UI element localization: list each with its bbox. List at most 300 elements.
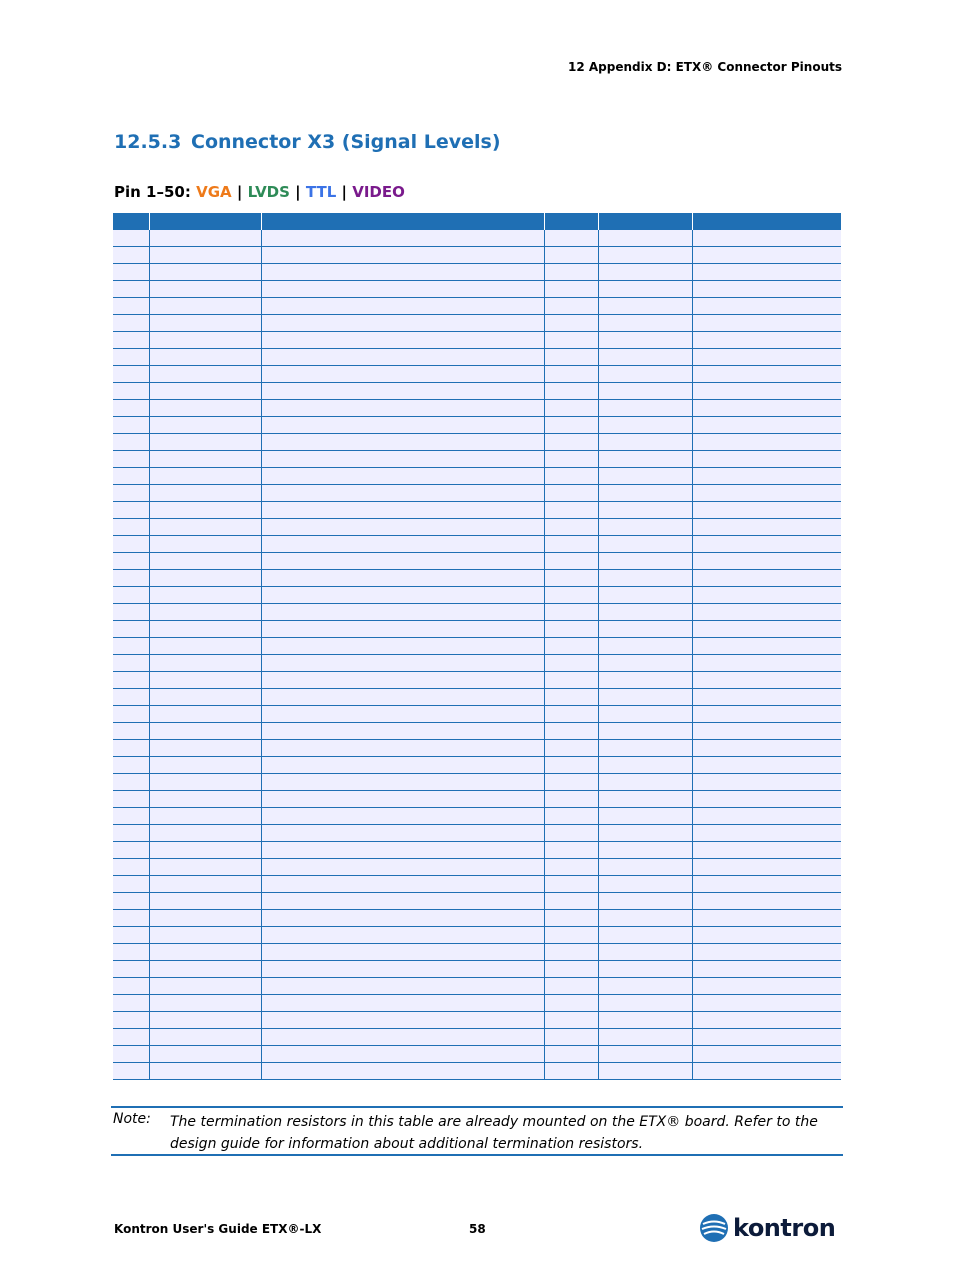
table-cell [544,978,598,995]
table-cell [544,689,598,706]
table-cell [113,587,149,604]
table-cell [261,706,544,723]
table-cell [113,570,149,587]
table-cell [149,451,261,468]
table-cell [692,757,841,774]
table-cell [149,927,261,944]
table-cell [544,1063,598,1080]
table-cell [113,264,149,281]
table-row [113,876,841,893]
table-row [113,332,841,349]
table-cell [261,553,544,570]
section-number: 12.5.3 [114,131,182,153]
table-row [113,621,841,638]
table-cell [113,349,149,366]
table-cell [113,604,149,621]
table-row [113,638,841,655]
table-cell [149,961,261,978]
table-cell [149,281,261,298]
table-cell [113,927,149,944]
table-cell [598,434,692,451]
table-cell [261,230,544,247]
table-cell [598,706,692,723]
table-cell [544,791,598,808]
table-cell [598,230,692,247]
table-cell [149,1046,261,1063]
table-cell [544,842,598,859]
table-cell [598,451,692,468]
table-cell [113,553,149,570]
table-cell [261,978,544,995]
table-cell [261,944,544,961]
table-cell [598,638,692,655]
table-cell [261,842,544,859]
table-cell [692,706,841,723]
table-cell [113,366,149,383]
table-cell [113,332,149,349]
table-cell [149,655,261,672]
table-cell [544,315,598,332]
table-cell [598,417,692,434]
table-cell [149,723,261,740]
table-cell [598,876,692,893]
table-row [113,723,841,740]
table-cell [598,587,692,604]
table-cell [544,638,598,655]
table-cell [261,451,544,468]
table-cell [692,468,841,485]
table-cell [261,315,544,332]
table-row [113,808,841,825]
table-cell [544,621,598,638]
table-cell [149,774,261,791]
kontron-logo [699,1213,835,1243]
table-cell [261,264,544,281]
table-cell [544,298,598,315]
table-cell [692,298,841,315]
table-cell [149,230,261,247]
table-cell [692,536,841,553]
footer-guide-title: Kontron User's Guide ETX®-LX [114,1222,322,1236]
table-cell [692,230,841,247]
table-cell [692,349,841,366]
table-cell [692,1029,841,1046]
table-cell [149,417,261,434]
table-cell [544,519,598,536]
table-row [113,740,841,757]
table-cell [598,383,692,400]
table-cell [692,570,841,587]
table-row [113,587,841,604]
table-cell [598,740,692,757]
table-cell [261,485,544,502]
table-cell [113,638,149,655]
running-header: 12 Appendix D: ETX® Connector Pinouts [568,60,842,74]
table-cell [544,825,598,842]
kontron-globe-icon [699,1213,729,1243]
table-cell [692,876,841,893]
table-cell [261,638,544,655]
table-cell [598,485,692,502]
table-cell [544,944,598,961]
table-cell [113,230,149,247]
table-cell [113,859,149,876]
table-row [113,434,841,451]
table-cell [692,842,841,859]
table-cell [149,332,261,349]
legend-separator: | [295,183,301,201]
table-cell [113,876,149,893]
table-cell [544,995,598,1012]
table-cell [149,485,261,502]
table-cell [692,366,841,383]
table-cell [113,281,149,298]
table-cell [113,1046,149,1063]
table-cell [261,587,544,604]
table-cell [544,655,598,672]
table-cell [113,434,149,451]
table-cell [113,791,149,808]
table-header-cell [261,213,544,230]
table-cell [149,1029,261,1046]
table-cell [261,468,544,485]
table-cell [544,672,598,689]
table-cell [544,1012,598,1029]
table-cell [261,281,544,298]
table-cell [544,927,598,944]
table-header-cell [113,213,149,230]
table-cell [149,383,261,400]
table-cell [598,961,692,978]
note-box [111,1106,843,1156]
table-cell [598,366,692,383]
table-row [113,468,841,485]
table-row [113,502,841,519]
table-cell [149,638,261,655]
table-cell [692,621,841,638]
table-cell [113,740,149,757]
table-cell [261,723,544,740]
table-cell [598,536,692,553]
table-header-cell [149,213,261,230]
table-cell [544,570,598,587]
table-cell [113,757,149,774]
table-cell [598,757,692,774]
table-cell [113,655,149,672]
table-cell [149,604,261,621]
table-row [113,995,841,1012]
table-cell [113,995,149,1012]
logo-wordmark: kontron [733,1214,836,1242]
table-cell [261,570,544,587]
table-cell [544,366,598,383]
table-cell [692,281,841,298]
table-row [113,927,841,944]
table-cell [261,247,544,264]
legend-ttl: TTL [305,183,337,201]
table-cell [149,315,261,332]
table-body [113,230,841,1080]
table-cell [598,570,692,587]
table-cell [544,1046,598,1063]
pin-range-line [114,183,405,201]
table-cell [261,1012,544,1029]
table-cell [113,706,149,723]
page-number: 58 [469,1222,486,1236]
table-cell [598,298,692,315]
table-row [113,1012,841,1029]
table-cell [149,910,261,927]
table-row [113,944,841,961]
table-row [113,349,841,366]
table-cell [113,536,149,553]
table-cell [692,944,841,961]
table-cell [598,264,692,281]
table-cell [113,400,149,417]
table-cell [149,587,261,604]
table-cell [261,536,544,553]
table-cell [692,893,841,910]
table-row [113,910,841,927]
table-row [113,672,841,689]
table-cell [149,672,261,689]
table-cell [113,774,149,791]
table-row [113,451,841,468]
table-cell [113,961,149,978]
table-cell [544,230,598,247]
table-cell [598,349,692,366]
table-cell [149,876,261,893]
table-cell [598,791,692,808]
legend-vga: VGA [196,183,232,201]
table-cell [261,689,544,706]
table-cell [598,1046,692,1063]
table-cell [113,1012,149,1029]
table-cell [261,298,544,315]
table-cell [149,570,261,587]
table-cell [544,757,598,774]
table-cell [113,944,149,961]
table-row [113,519,841,536]
table-row [113,281,841,298]
table-cell [149,502,261,519]
table-cell [598,689,692,706]
table-cell [544,451,598,468]
table-cell [598,825,692,842]
table-cell [598,281,692,298]
table-cell [544,774,598,791]
table-cell [149,366,261,383]
table-cell [598,944,692,961]
table-cell [544,502,598,519]
table-cell [692,1012,841,1029]
table-row [113,893,841,910]
table-row [113,366,841,383]
table-cell [113,502,149,519]
table-cell [261,383,544,400]
table-cell [261,740,544,757]
table-row [113,859,841,876]
table-row [113,1063,841,1080]
table-cell [261,1063,544,1080]
table-cell [113,451,149,468]
legend-video: VIDEO [352,183,405,201]
table-cell [544,349,598,366]
table-cell [113,978,149,995]
table-cell [113,842,149,859]
table-cell [598,604,692,621]
table-cell [692,417,841,434]
table-cell [261,400,544,417]
table-cell [692,808,841,825]
table-cell [692,587,841,604]
table-cell [692,723,841,740]
table-row [113,655,841,672]
table-row [113,1029,841,1046]
table-cell [113,893,149,910]
table-cell [149,757,261,774]
legend-lvds: LVDS [247,183,290,201]
table-cell [113,689,149,706]
table-cell [544,740,598,757]
table-cell [113,383,149,400]
table-cell [598,995,692,1012]
table-cell [544,604,598,621]
table-row [113,774,841,791]
table-cell [149,978,261,995]
table-cell [598,1012,692,1029]
table-cell [261,825,544,842]
table-cell [692,978,841,995]
table-cell [113,910,149,927]
table-cell [149,468,261,485]
table-cell [598,723,692,740]
table-cell [544,876,598,893]
table-row [113,1046,841,1063]
table-cell [113,723,149,740]
table-cell [113,247,149,264]
table-cell [113,485,149,502]
table-cell [544,434,598,451]
table-row [113,536,841,553]
table-cell [544,893,598,910]
table-cell [113,519,149,536]
table-cell [692,553,841,570]
table-cell [598,315,692,332]
legend-separator: | [236,183,243,201]
table-cell [261,808,544,825]
table-cell [598,621,692,638]
table-cell [692,1063,841,1080]
table-cell [598,927,692,944]
table-row [113,230,841,247]
legend-separator: | [341,183,347,201]
table-cell [261,757,544,774]
table-cell [598,247,692,264]
table-cell [113,825,149,842]
table-cell [113,1029,149,1046]
table-cell [149,808,261,825]
table-cell [692,264,841,281]
table-cell [149,621,261,638]
table-cell [261,332,544,349]
table-cell [544,910,598,927]
table-cell [692,247,841,264]
note-label: Note: [113,1111,151,1127]
table-cell [692,434,841,451]
table-row [113,315,841,332]
table-cell [692,502,841,519]
table-cell [598,842,692,859]
table-cell [261,366,544,383]
table-cell [261,961,544,978]
table-cell [692,1046,841,1063]
table-cell [544,808,598,825]
table-cell [598,468,692,485]
table-row [113,791,841,808]
table-cell [692,859,841,876]
table-row [113,485,841,502]
table-cell [113,468,149,485]
table-row [113,570,841,587]
table-cell [113,298,149,315]
table-cell [149,1063,261,1080]
table-row [113,757,841,774]
table-cell [692,774,841,791]
table-cell [692,315,841,332]
table-cell [598,1063,692,1080]
table-cell [692,995,841,1012]
table-cell [261,893,544,910]
table-cell [149,740,261,757]
table-cell [598,553,692,570]
table-cell [149,247,261,264]
table-header-row [113,213,841,230]
table-cell [261,927,544,944]
table-cell [692,332,841,349]
table-cell [261,349,544,366]
table-cell [113,1063,149,1080]
section-heading [114,131,501,153]
table-cell [261,502,544,519]
table-cell [544,536,598,553]
table-cell [261,859,544,876]
table-cell [598,910,692,927]
table-row [113,961,841,978]
table-cell [113,621,149,638]
table-cell [261,672,544,689]
table-cell [149,706,261,723]
table-cell [149,689,261,706]
table-cell [544,961,598,978]
table-cell [149,434,261,451]
pin-range-prefix: Pin 1–50: [114,183,191,201]
table-cell [261,910,544,927]
table-cell [149,859,261,876]
table-cell [149,536,261,553]
table-cell [544,468,598,485]
table-row [113,298,841,315]
table-cell [149,1012,261,1029]
table-cell [692,519,841,536]
table-row [113,842,841,859]
table-cell [692,485,841,502]
table-cell [598,774,692,791]
table-cell [544,264,598,281]
table-row [113,825,841,842]
table-cell [261,417,544,434]
table-row [113,400,841,417]
